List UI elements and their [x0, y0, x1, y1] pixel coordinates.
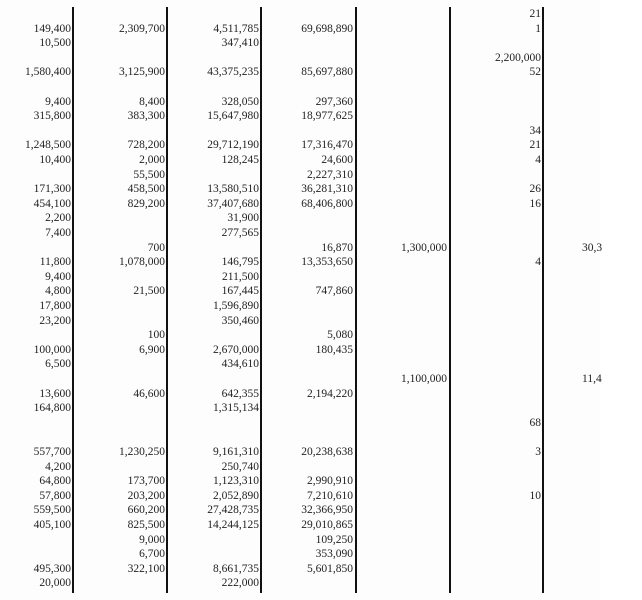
table-row: [0, 65, 600, 80]
table-cell: 3: [535, 446, 541, 458]
table-row: [0, 284, 600, 299]
table-cell: 68: [529, 416, 541, 429]
table-cell: 829,200: [127, 197, 165, 210]
table-row: [0, 255, 600, 270]
table-row: [0, 416, 600, 431]
table-row: [0, 153, 600, 168]
table-row: [0, 401, 600, 416]
table-cell: 1,315,134: [213, 402, 259, 415]
table-cell: 4: [535, 256, 541, 269]
table-cell: 21,500: [133, 285, 165, 298]
table-cell: 1,300,000: [401, 241, 447, 254]
table-row: [0, 445, 600, 460]
table-cell: 16,870: [321, 241, 353, 254]
table-cell: 37,407,680: [207, 197, 259, 210]
table-cell: 4: [535, 154, 541, 166]
table-cell: 9,400: [45, 95, 71, 108]
table-cell: 1,230,250: [119, 446, 165, 458]
table-row: [0, 460, 600, 475]
table-cell: 34: [529, 124, 541, 137]
table-row: [0, 95, 600, 110]
table-cell: 297,360: [315, 95, 353, 108]
table-cell: 146,795: [221, 256, 259, 269]
table-cell: 2,670,000: [213, 343, 259, 356]
table-cell: 2,200,000: [495, 51, 541, 64]
table-cell: 29,010,865: [301, 519, 353, 531]
table-cell: 458,500: [127, 183, 165, 196]
table-cell: 250,740: [221, 460, 259, 473]
table-cell: 13,580,510: [207, 183, 259, 196]
table-cell: 13,600: [39, 387, 71, 400]
table-cell: 642,355: [221, 387, 259, 400]
table-cell: 5,601,850: [307, 562, 353, 575]
table-cell: 52: [529, 66, 541, 79]
table-row: [0, 430, 600, 445]
table-cell: 20,000: [39, 577, 71, 590]
table-cell: 36,281,310: [301, 183, 353, 196]
table-row: [0, 328, 600, 343]
table-row: [0, 562, 600, 577]
table-cell: 222,000: [221, 577, 259, 590]
table-cell: 434,610: [221, 358, 259, 371]
table-row: [0, 109, 600, 124]
table-cell: 29,712,190: [207, 139, 259, 152]
table-cell: 405,100: [33, 519, 71, 531]
table-cell: 203,200: [127, 489, 165, 502]
table-cell: 164,800: [33, 402, 71, 415]
table-row: [0, 357, 600, 372]
table-cell: 5,080: [327, 329, 353, 342]
table-cell: 100: [147, 329, 165, 342]
table-cell: 383,300: [127, 110, 165, 123]
table-cell: 495,300: [33, 562, 71, 575]
table-cell: 167,445: [221, 285, 259, 298]
table-cell: 1,078,000: [119, 256, 165, 269]
table-cell: 17,316,470: [301, 139, 353, 152]
table-cell: 14,244,125: [207, 519, 259, 531]
table-row: [0, 533, 600, 548]
table-cell: 9,000: [139, 533, 165, 546]
table-cell: 2,000: [139, 154, 165, 166]
table-row: [0, 124, 600, 139]
table-cell: 350,460: [221, 314, 259, 327]
table-cell: 353,090: [315, 548, 353, 561]
table-row: [0, 343, 600, 358]
table-cell: 173,700: [127, 475, 165, 488]
table-row: [0, 138, 600, 153]
table-cell: 23,200: [39, 314, 71, 327]
table-cell: 46,600: [133, 387, 165, 400]
table-cell: 6,900: [139, 343, 165, 356]
table-cell: 328,050: [221, 95, 259, 108]
table-cell: 2,200: [45, 212, 71, 225]
table-cell: 11,800: [39, 256, 71, 269]
table-cell: 7,400: [45, 227, 71, 239]
table-cell: 700: [147, 241, 165, 254]
table-cell: 16: [529, 197, 541, 210]
table-cell: 64,800: [39, 475, 71, 488]
table-cell: 9,400: [45, 270, 71, 283]
table-cell: 7,210,610: [307, 489, 353, 502]
table-row: [0, 168, 600, 183]
table-cell: 1,248,500: [25, 139, 71, 152]
table-cell: 20,238,638: [301, 446, 353, 458]
table-row: [0, 80, 600, 95]
table-row: [0, 503, 600, 518]
table-row: [0, 270, 600, 285]
table-cell: 109,250: [315, 533, 353, 546]
table-row: [0, 387, 600, 402]
table-cell: 1,596,890: [213, 300, 259, 312]
table-cell: 27,428,735: [207, 504, 259, 517]
table-cell: 21: [529, 8, 541, 20]
table-row: [0, 197, 600, 212]
table-cell: 660,200: [127, 504, 165, 517]
table-row: [0, 576, 600, 591]
table-cell: 825,500: [127, 519, 165, 531]
table-row: [0, 474, 600, 489]
table-cell: 322,100: [127, 562, 165, 575]
table-row: [0, 7, 600, 22]
table-cell: 69,698,890: [301, 22, 353, 35]
table-cell: 1: [535, 22, 541, 35]
table-row: [0, 36, 600, 51]
table-cell: 2,309,700: [119, 22, 165, 35]
table-cell: 10: [529, 489, 541, 502]
table-row: [0, 547, 600, 562]
table-cell: 454,100: [33, 197, 71, 210]
table-cell: 1,123,310: [213, 475, 259, 488]
table-cell: 55,500: [133, 168, 165, 181]
table-cell: 15,647,980: [207, 110, 259, 123]
table-row: [0, 372, 600, 387]
table-cell: 100,000: [33, 343, 71, 356]
table-cell: 11,4: [582, 373, 602, 385]
table-cell: 68,406,800: [301, 197, 353, 210]
table-row: [0, 241, 603, 256]
table-cell: 4,200: [45, 460, 71, 473]
table-cell: 211,500: [222, 270, 259, 283]
table-cell: 10,500: [39, 37, 71, 50]
table-cell: 57,800: [39, 489, 71, 502]
table-cell: 2,052,890: [213, 489, 259, 502]
table-row: [0, 489, 600, 504]
table-row: [0, 226, 600, 241]
table-cell: 2,990,910: [307, 475, 353, 488]
table-cell: 559,500: [33, 504, 71, 517]
table-cell: 2,227,310: [307, 168, 353, 181]
table-cell: 4,511,785: [213, 22, 259, 35]
table-row: [0, 518, 600, 533]
table-cell: 171,300: [33, 183, 71, 196]
table-cell: 13,353,650: [301, 256, 353, 269]
table-cell: 2,194,220: [307, 387, 353, 400]
table-cell: 32,366,950: [301, 504, 353, 517]
table-cell: 8,661,735: [213, 562, 259, 575]
table-cell: 149,400: [33, 22, 71, 35]
table-cell: 8,400: [139, 95, 165, 108]
table-cell: 85,697,880: [301, 66, 353, 79]
table-cell: 3,125,900: [119, 66, 165, 79]
table-cell: 747,860: [315, 285, 353, 298]
table-cell: 315,800: [33, 110, 71, 123]
table-cell: 17,800: [39, 300, 71, 312]
table-cell: 9,161,310: [213, 446, 259, 458]
table-cell: 21: [529, 139, 541, 152]
table-cell: 31,900: [227, 212, 259, 225]
table-cell: 26: [529, 183, 541, 196]
table-cell: 6,700: [139, 548, 165, 561]
table-cell: 180,435: [315, 343, 353, 356]
table-cell: 4,800: [45, 285, 71, 298]
table-cell: 1,580,400: [25, 66, 71, 79]
table-row: [0, 211, 600, 226]
table-cell: 1,100,000: [401, 373, 447, 385]
table-cell: 43,375,235: [207, 66, 259, 79]
table-cell: 10,400: [39, 154, 71, 166]
table-cell: 30,3: [582, 241, 603, 254]
table-cell: 277,565: [221, 227, 259, 239]
table-cell: 728,200: [127, 139, 165, 152]
table-cell: 24,600: [321, 154, 353, 166]
table-cell: 18,977,625: [301, 110, 353, 123]
table-cell: 347,410: [221, 37, 259, 50]
table-row: [0, 182, 600, 197]
table-cell: 128,245: [221, 154, 259, 166]
table-row: [0, 299, 600, 314]
table-row: [0, 22, 600, 37]
table-cell: 557,700: [33, 446, 71, 458]
table-row: [0, 314, 600, 329]
table-cell: 6,500: [45, 358, 71, 371]
table-row: [0, 51, 600, 66]
